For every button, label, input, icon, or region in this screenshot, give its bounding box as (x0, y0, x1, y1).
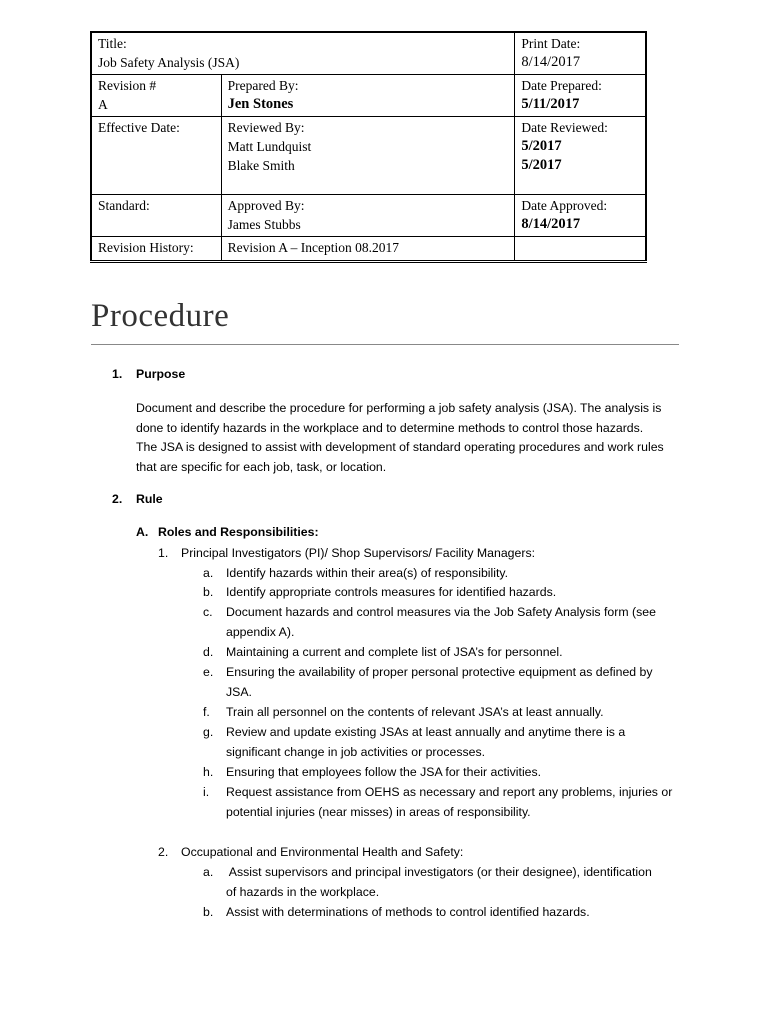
print-date-cell (515, 32, 646, 75)
purpose-line: Document and describe the procedure for performing a job safety analysis (JSA). The analysis is (136, 401, 662, 415)
section-number: 1. (112, 367, 123, 381)
date-prepared-cell (515, 75, 646, 117)
date-reviewed-label: Date Reviewed: (521, 120, 608, 135)
empty-cell (515, 237, 646, 262)
date-reviewed-cell (515, 117, 646, 195)
date-approved-label: Date Approved: (521, 198, 608, 213)
date-reviewed-value: 5/2017 (521, 157, 562, 173)
print-date-label: Print Date: (521, 36, 581, 51)
standard-label: Standard: (98, 198, 150, 213)
title-label: Title: (98, 36, 127, 51)
date-prepared-value: 5/11/2017 (521, 96, 580, 112)
effective-date-cell (91, 117, 221, 195)
heading-divider (91, 344, 679, 345)
item-letter: e. (203, 665, 214, 679)
list-item: Train all personnel on the contents of relevant JSA’s at least annually. (226, 705, 604, 719)
revision-cell (91, 75, 221, 117)
section-number: 2. (112, 492, 123, 506)
list-item-continued: potential injuries (near misses) in areas of responsibility. (226, 805, 531, 819)
item-letter: b. (203, 585, 214, 599)
item-letter: a. (203, 566, 214, 580)
list-item-continued: of hazards in the workplace. (226, 885, 380, 899)
list-item: Document hazards and control measures via the Job Safety Analysis form (see (226, 605, 656, 619)
approved-by-value: James Stubbs (227, 217, 301, 232)
purpose-line: The JSA is designed to assist with development of standard operating procedures and work rules (136, 440, 664, 454)
list-item-continued: JSA. (226, 685, 252, 699)
title-cell (91, 32, 515, 75)
list-number: 2. (158, 845, 169, 859)
list-item: Ensuring that employees follow the JSA for their activities. (226, 765, 542, 779)
list-item: Request assistance from OEHS as necessary and report any problems, injuries or (226, 785, 673, 799)
approved-by-cell (221, 195, 515, 237)
standard-cell (91, 195, 221, 237)
revision-label: Revision # (98, 78, 157, 93)
purpose-line: that are specific for each job, task, or location. (136, 460, 387, 474)
item-letter: a. (203, 865, 214, 879)
subsection-letter: A. (136, 525, 149, 539)
item-letter: g. (203, 725, 214, 739)
revision-history-cell (91, 237, 221, 262)
list-title-oehs: Occupational and Environmental Health and Safety: (181, 845, 464, 859)
purpose-line: done to identify hazards in the workplace and to determine methods to control those hazards. (136, 421, 644, 435)
item-letter: f. (203, 705, 210, 719)
list-item-continued: appendix A). (226, 625, 295, 639)
print-date-value: 8/14/2017 (521, 54, 581, 70)
reviewed-by-name: Matt Lundquist (227, 139, 312, 154)
list-item: Maintaining a current and complete list of JSA’s for personnel. (226, 645, 563, 659)
list-item: Identify hazards within their area(s) of responsibility. (226, 566, 509, 580)
effective-date-label: Effective Date: (98, 120, 180, 135)
list-item-continued: significant change in job activities or processes. (226, 745, 486, 759)
revision-history-value: Revision A – Inception 08.2017 (227, 240, 399, 255)
approved-by-label: Approved By: (227, 198, 305, 213)
item-letter: b. (203, 905, 214, 919)
date-reviewed-value: 5/2017 (521, 138, 562, 154)
reviewed-by-label: Reviewed By: (227, 120, 305, 135)
date-prepared-label: Date Prepared: (521, 78, 602, 93)
revision-history-value-cell (221, 237, 515, 262)
list-item: Review and update existing JSAs at least annually and anytime there is a (226, 725, 626, 739)
section-title-rule: Rule (136, 492, 163, 506)
item-letter: c. (203, 605, 213, 619)
revision-history-label: Revision History: (98, 240, 194, 255)
list-item: Identify appropriate controls measures for identified hazards. (226, 585, 557, 599)
prepared-by-value: Jen Stones (227, 96, 294, 112)
procedure-heading: Procedure (91, 298, 230, 334)
date-approved-cell (515, 195, 646, 237)
subsection-title-roles: Roles and Responsibilities: (158, 525, 319, 539)
revision-value: A (98, 97, 108, 112)
document-info-table (90, 31, 647, 263)
list-title-pi: Principal Investigators (PI)/ Shop Supervisors/ Facility Managers: (181, 546, 536, 560)
prepared-by-label: Prepared By: (227, 78, 299, 93)
reviewed-by-name: Blake Smith (227, 158, 295, 173)
item-letter: i. (203, 785, 210, 799)
section-title-purpose: Purpose (136, 367, 186, 381)
item-letter: h. (203, 765, 214, 779)
date-approved-value: 8/14/2017 (521, 216, 581, 232)
list-item: Assist supervisors and principal investigators (or their designee), identification (226, 865, 652, 879)
item-letter: d. (203, 645, 214, 659)
list-item: Ensuring the availability of proper personal protective equipment as defined by (226, 665, 653, 679)
title-value: Job Safety Analysis (JSA) (98, 55, 240, 70)
list-number: 1. (158, 546, 169, 560)
prepared-by-cell (221, 75, 515, 117)
reviewed-by-cell (221, 117, 515, 195)
list-item: Assist with determinations of methods to control identified hazards. (226, 905, 590, 919)
